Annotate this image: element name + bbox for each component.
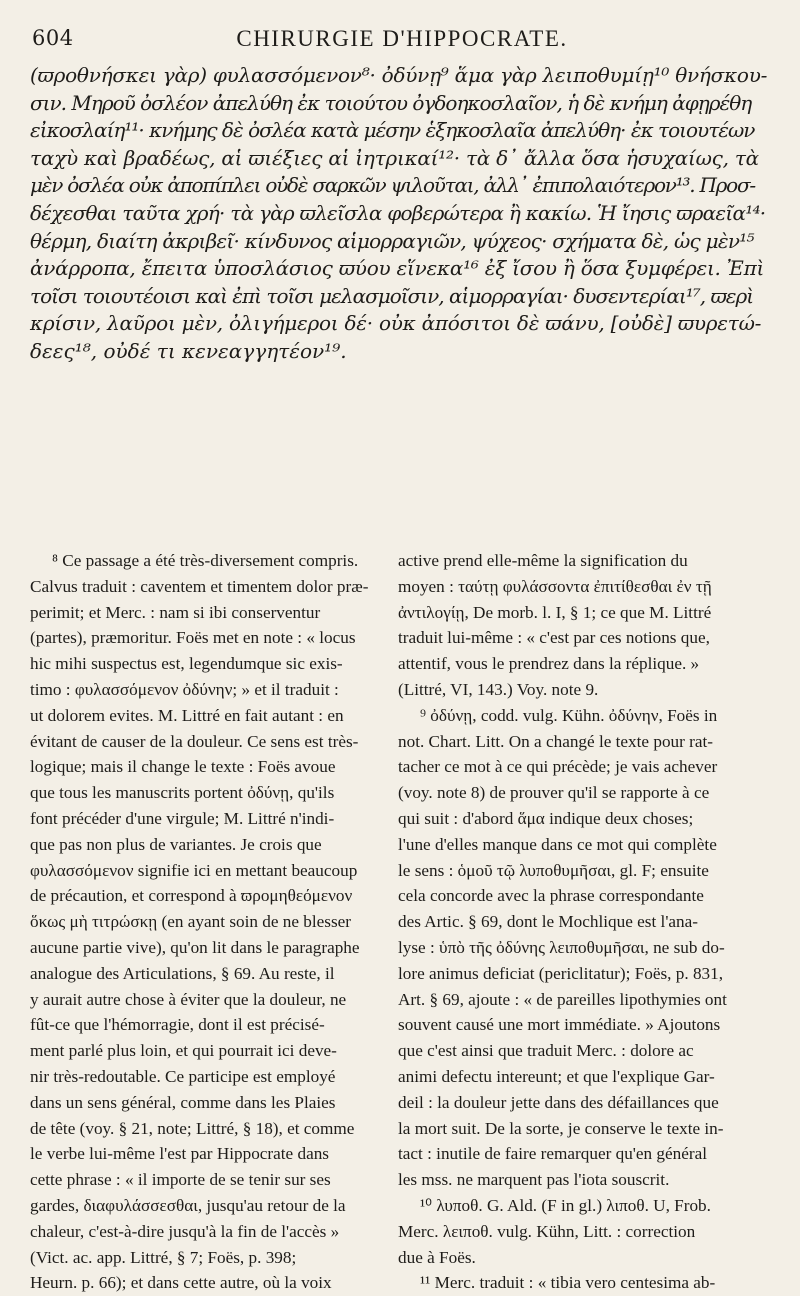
note-line: des Artic. § 69, dont le Mochlique est l'ana- <box>398 912 698 932</box>
note-line: évitant de causer de la douleur. Ce sens est très- <box>30 731 359 751</box>
note-line: analogue des Articulations, § 69. Au reste, il <box>30 963 335 983</box>
note-line: ¹⁰ λυποθ. G. Ald. (F in gl.) λιποθ. U, Frob. <box>420 1195 711 1215</box>
note-line: lore animus deficiat (periclitatur); Foës, p. 831, <box>398 963 724 983</box>
note-line: attentif, vous le prendrez dans la réplique. » <box>398 654 700 674</box>
note-line: ὅκως μὴ τιτρώσκῃ (en ayant soin de ne blesser <box>30 912 352 932</box>
page-number: 604 <box>32 26 74 50</box>
note-line: de tête (voy. § 21, note; Littré, § 18), et comme <box>30 1118 355 1138</box>
greek-line: σιν. Μηροῦ ὀσλέον ἀπελύθη ἐκ τοιούτου ὀγδοηκοσλαῖον, ἡ δὲ κνήμη ἀφῃρέθη <box>30 90 752 115</box>
note-line: φυλασσόμενον signifie ici en mettant beaucoup <box>30 860 358 880</box>
note-line: Art. § 69, ajoute : « de pareilles lipothymies ont <box>398 989 727 1009</box>
note-line: qui suit : d'abord ἅμα indique deux choses; <box>398 808 694 828</box>
note-line: nir très-redoutable. Ce participe est employé <box>30 1066 336 1086</box>
note-line: logique; mais il change le texte : Foës avoue <box>30 757 336 777</box>
greek-line: μὲν ὀσλέα οὐκ ἀποπίπλει οὐδὲ σαρκῶν ψιλοῦται, ἀλλ᾽ ἐπιπολαιότερον¹³. Προσ- <box>30 173 755 198</box>
note-line: gardes, διαφυλάσσεσθαι, jusqu'au retour de la <box>30 1195 346 1215</box>
note-line: que c'est ainsi que traduit Merc. : dolore ac <box>398 1041 694 1061</box>
greek-line: ταχὺ καὶ βραδέως, αἱ ϖιέξιες αἱ ἰητρικαί¹²· τὰ δ᾽ ἄλλα ὅσα ἡσυχαίως, τὰ <box>30 145 759 170</box>
note-line: le sens : ὁμοῦ τῷ λυποθυμῆσαι, gl. F; ensuite <box>398 860 709 880</box>
note-line: cette phrase : « il importe de se tenir sur ses <box>30 1170 331 1190</box>
note-line: (voy. note 8) de prouver qu'il se rapporte à ce <box>398 783 710 803</box>
note-line: perimit; et Merc. : nam si ibi conserventur <box>30 602 321 622</box>
note-line: ἀντιλογίῃ, De morb. l. I, § 1; ce que M. Littré <box>398 602 712 622</box>
greek-line: (ϖροθνήσκει γὰρ) φυλασσόμενον⁸· ὀδύνῃ⁹ ἅμα γὰρ λειποθυμίῃ¹⁰ θνήσκου- <box>30 63 768 87</box>
note-line: Calvus traduit : caventem et timentem dolor præ- <box>30 576 369 596</box>
greek-line: δέχεσθαι ταῦτα χρή· τὰ γὰρ ϖλεῖσλα φοβερώτερα ἢ κακίω. Ἡ ἴησις ϖραεῖα¹⁴· <box>30 200 766 225</box>
note-line: hic mihi suspectus est, legendumque sic exis- <box>30 654 343 674</box>
note-line: ¹¹ Merc. traduit : « tibia vero centesima ab- <box>420 1273 716 1293</box>
note-line: aucune partie vive), qu'on lit dans le paragraphe <box>30 937 360 957</box>
note-line: dans un sens général, comme dans les Plaies <box>30 1092 336 1112</box>
note-line: les mss. ne marquent pas l'iota souscrit. <box>398 1170 670 1190</box>
note-line: font précéder d'une virgule; M. Littré n'indi- <box>30 808 335 828</box>
note-line: tact : inutile de faire remarquer qu'en général <box>398 1144 707 1164</box>
note-line: que tous les manuscrits portent ὀδύνῃ, qu'ils <box>30 783 335 803</box>
note-line: souvent causé une mort immédiate. » Ajoutons <box>398 1015 721 1035</box>
greek-line: κρίσιν, λαῦροι μὲν, ὀλιγήμεροι δέ· οὐκ ἀπόσιτοι δὲ ϖάνυ, [οὐδὲ] ϖυρετώ- <box>30 311 762 336</box>
note-line: la mort suit. De la sorte, je conserve le texte in- <box>398 1118 724 1138</box>
note-line: y aurait autre chose à éviter que la douleur, ne <box>30 989 347 1009</box>
note-line: (Littré, VI, 143.) Voy. note 9. <box>398 679 599 699</box>
note-line: le verbe lui-même l'est par Hippocrate dans <box>30 1144 329 1164</box>
greek-line: ἀνάρροπα, ἔπειτα ὑποσλάσιος ϖύου εἵνεκα¹⁶ ἐξ ἴσου ἢ ὅσα ξυμφέρει. Ἐπὶ <box>30 256 765 281</box>
note-line: not. Chart. Litt. On a changé le texte pour rat- <box>398 731 713 751</box>
note-line: l'une d'elles manque dans ce mot qui complète <box>398 834 717 854</box>
note-line: (partes), præmoritur. Foës met en note : « locus <box>30 628 356 648</box>
note-line: Heurn. p. 66); et dans cette autre, où la voix <box>30 1273 332 1293</box>
footnotes-left-column <box>30 548 390 1296</box>
note-line: chaleur, c'est-à-dire jusqu'à la fin de l'accès » <box>30 1221 340 1241</box>
note-line: (Vict. ac. app. Littré, § 7; Foës, p. 398; <box>30 1247 297 1267</box>
note-line: de précaution, et correspond à ϖρομηθεόμενον <box>30 886 353 906</box>
note-line: ut dolorem evites. M. Littré en fait autant : en <box>30 705 344 725</box>
footnotes-right-column <box>398 548 770 1296</box>
note-line: ⁹ ὀδύνῃ, codd. vulg. Kühn. ὀδύνην, Foës in <box>420 705 718 725</box>
greek-line: θέρμη, διαίτη ἀκριβεῖ· κίνδυνος αἱμορραγιῶν, ψύχεος· σχήματα δὲ, ὡς μὲν¹⁵ <box>30 228 754 253</box>
note-line: timo : φυλασσόμενον ὀδύνην; » et il traduit : <box>30 679 339 699</box>
note-line: deil : la douleur jette dans des défaillances que <box>398 1092 719 1112</box>
note-line: ment parlé plus loin, et qui pourrait ici deve- <box>30 1041 337 1061</box>
greek-line: εἰκοσλαίη¹¹· κνήμης δὲ ὀσλέα κατὰ μέσην ἑξηκοσλαῖα ἀπελύθη· ἐκ τοιουτέων <box>30 118 755 143</box>
note-line: lyse : ὑπὸ τῆς ὀδύνης λειποθυμῆσαι, ne sub do- <box>398 937 725 957</box>
greek-line: τοῖσι τοιουτέοισι καὶ ἐπὶ τοῖσι μελασμοῖσιν, αἱμορραγίαι· δυσεντερίαι¹⁷, ϖερὶ <box>30 283 754 308</box>
note-line: ⁸ Ce passage a été très-diversement compris. <box>52 551 359 570</box>
note-line: tacher ce mot à ce qui précède; je vais achever <box>398 757 718 777</box>
note-line: due à Foës. <box>398 1247 476 1267</box>
greek-line: δεες¹⁸, οὐδέ τι κενεαγγητέον¹⁹. <box>30 338 347 363</box>
running-title: CHIRURGIE D'HIPPOCRATE. <box>236 26 568 51</box>
note-line: que pas non plus de variantes. Je crois que <box>30 834 322 854</box>
note-line: moyen : ταύτῃ φυλάσσοντα ἐπιτίθεσθαι ἐν τῇ <box>398 576 712 596</box>
note-line: traduit lui-même : « c'est par ces notions que, <box>398 628 710 648</box>
note-line: animi defectu intereunt; et que l'explique Gar- <box>398 1066 715 1086</box>
note-line: Merc. λειποθ. vulg. Kühn, Litt. : correction <box>398 1221 696 1241</box>
note-line: active prend elle-même la signification du <box>398 551 688 570</box>
note-line: cela concorde avec la phrase correspondante <box>398 886 704 906</box>
greek-text-block <box>30 62 768 366</box>
note-line: fût-ce que l'hémorragie, dont il est précisé- <box>30 1015 325 1035</box>
page-header <box>32 26 772 58</box>
